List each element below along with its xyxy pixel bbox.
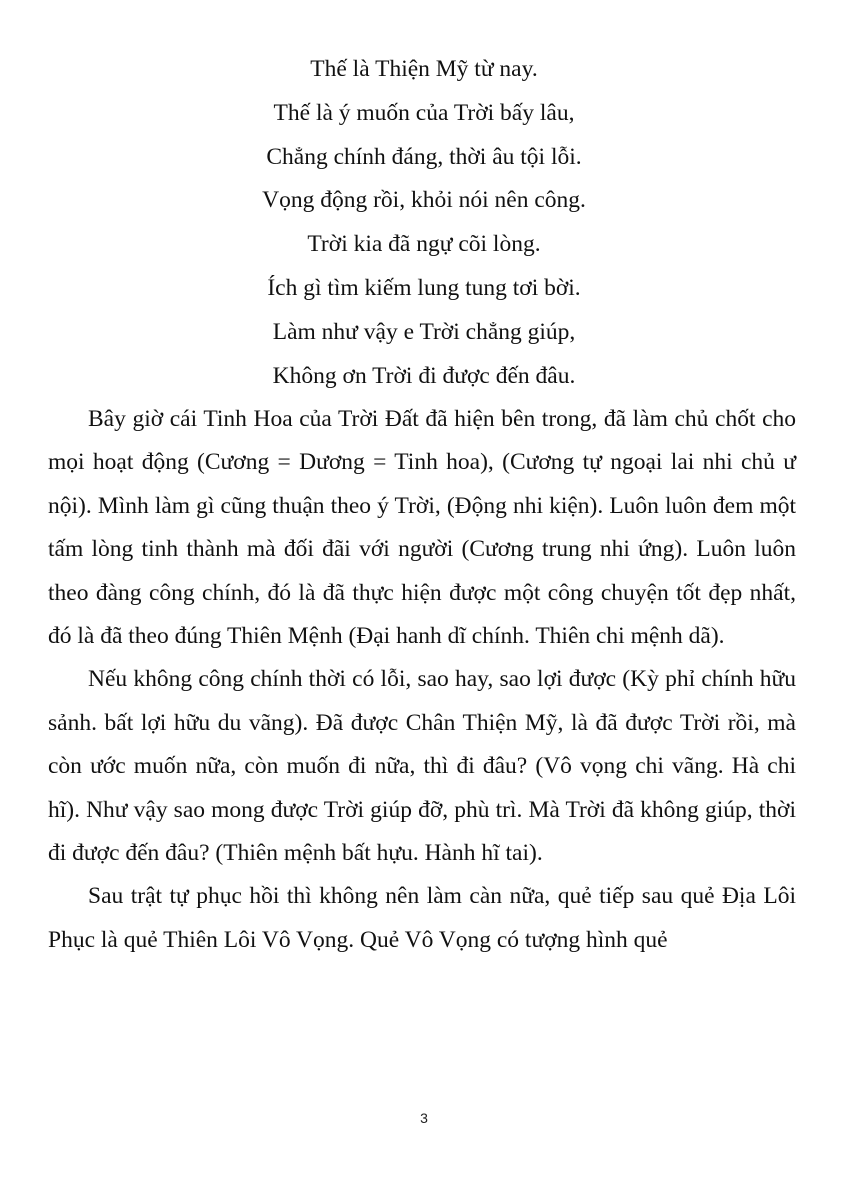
poem-line: Trời kia đã ngự cõi lòng.	[307, 231, 541, 258]
paragraph-cong-chinh: Nếu không công chính thời có lỗi, sao hay, sao lợi được (Kỳ phỉ chính hữu sảnh. bất lợi hữu du vãng). Đã được Chân Thiện Mỹ, là đã được Trời rồi, mà còn ước muốn nữa, còn muốn đi nữa, thì đi đâu? (Vô vọng chi vãng. Hà chi hĩ). Như vậy sao mong được Trời giúp đỡ, phù trì. Mà Trời đã không giúp, thời đi được đến đâu? (Thiên mệnh bất hựu. Hành hĩ tai).	[48, 666, 796, 867]
poem-line: Làm như vậy e Trời chẳng giúp,	[272, 318, 576, 345]
prose-block	[48, 398, 796, 962]
poem-line: Thế là ý muốn của Trời bấy lâu,	[273, 99, 575, 126]
poem-line: Chẳng chính đáng, thời âu tội lỗi.	[266, 143, 582, 170]
page-number: 3	[420, 1110, 428, 1126]
poem-line: Thế là Thiện Mỹ từ nay.	[310, 56, 538, 82]
poem-line: Vọng động rồi, khỏi nói nên công.	[262, 187, 586, 214]
paragraph-tinh-hoa: Bây giờ cái Tinh Hoa của Trời Đất đã hiện bên trong, đã làm chủ chốt cho mọi hoạt động (Cương = Dương = Tinh hoa), (Cương tự ngoại lai nhi chủ ư nội). Mình làm gì cũng thuận theo ý Trời, (Động nhi kiện). Luôn luôn đem một tấm lòng tinh thành mà đối đãi với người (Cương trung nhi ứng). Luôn luôn theo đàng công chính, đó là đã thực hiện được một công chuyện tốt đẹp nhất, đó là đã theo đúng Thiên Mệnh (Đại hanh dĩ chính. Thiên chi mệnh dã).	[48, 406, 796, 650]
paragraph-vo-vong: Sau trật tự phục hồi thì không nên làm càn nữa, quẻ tiếp sau quẻ Địa Lôi Phục là quẻ Thiên Lôi Vô Vọng. Quẻ Vô Vọng có tượng hình quẻ	[48, 883, 796, 953]
poem-block	[0, 48, 848, 398]
poem-line: Không ơn Trời đi được đến đâu.	[272, 362, 576, 389]
poem-line: Ích gì tìm kiếm lung tung tơi bời.	[267, 274, 581, 301]
